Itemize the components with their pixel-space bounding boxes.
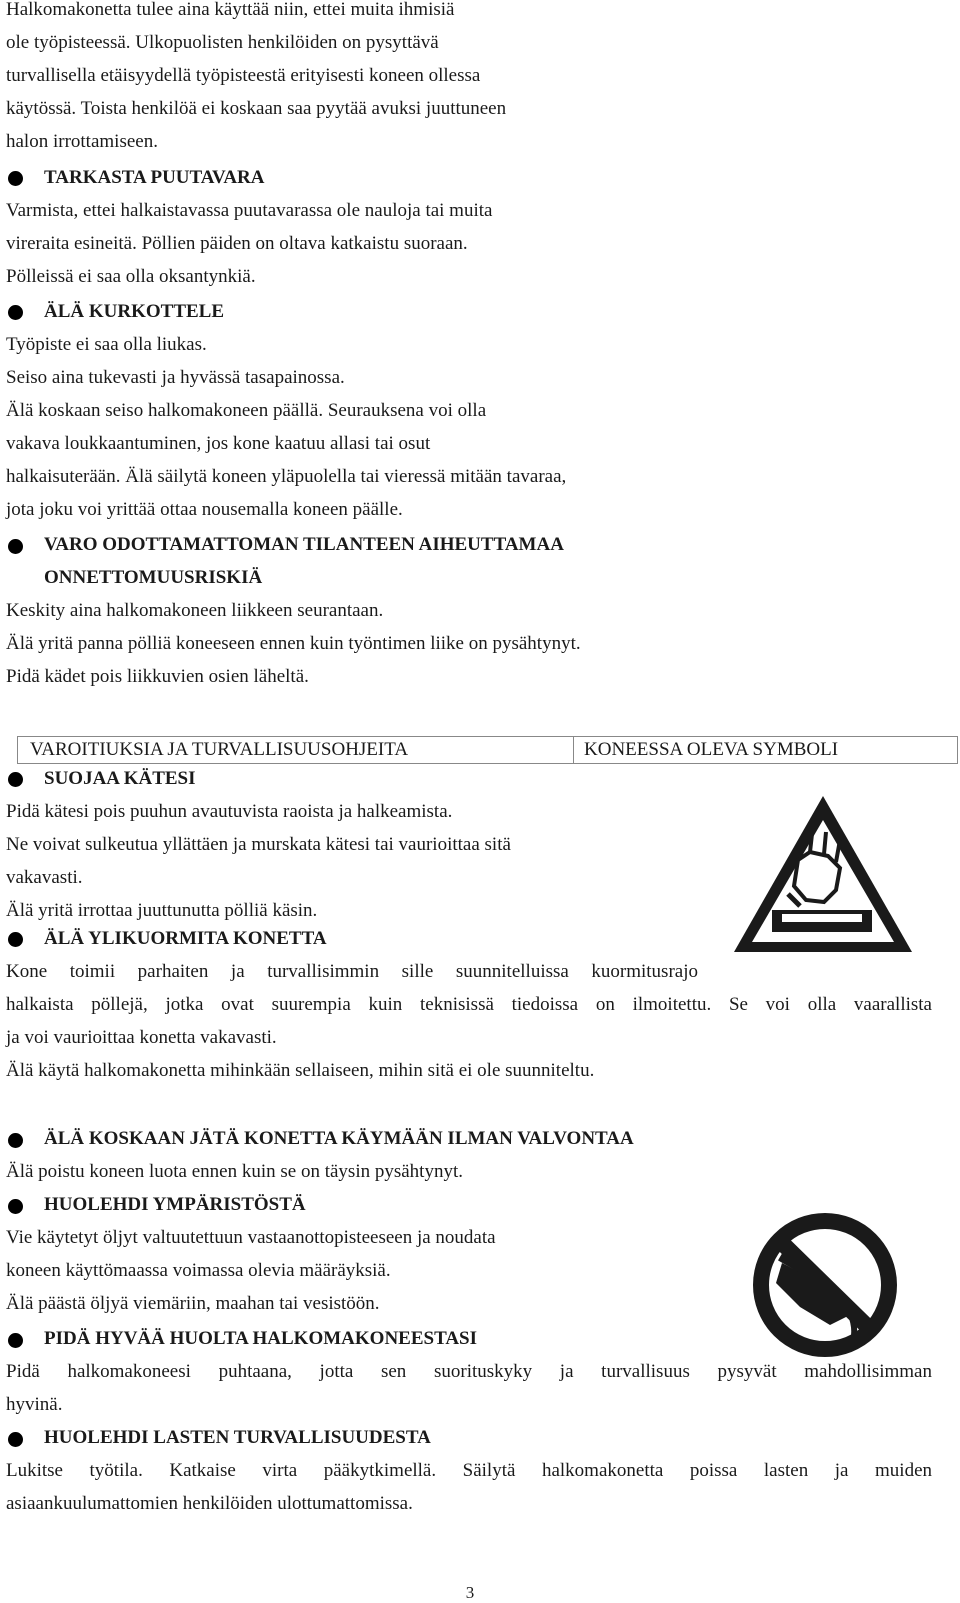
text-line: Älä yritä panna pölliä koneeseen ennen kuin työntimen liike on pysähtynyt.: [6, 633, 581, 654]
table-divider: [573, 737, 574, 763]
bullet-icon: [8, 305, 23, 320]
text-line: Lukitse työtila. Katkaise virta pääkytkimellä. Säilytä halkomakonetta poissa lasten ja muiden: [6, 1460, 932, 1481]
symbol-table-header: [17, 736, 958, 764]
bullet-icon: [8, 1199, 23, 1214]
section-heading: SUOJAA KÄTESI: [44, 768, 196, 789]
text-line: Ne voivat sulkeutua yllättäen ja murskata kätesi tai vaurioittaa sitä: [6, 834, 511, 855]
text-line: Älä poistu koneen luota ennen kuin se on täysin pysähtynyt.: [6, 1161, 463, 1182]
text-line: Vie käytetyt öljyt valtuutettuun vastaanottopisteeseen ja noudata: [6, 1227, 496, 1248]
section-heading-cont: ONNETTOMUUSRISKIÄ: [44, 567, 263, 588]
text-line: asiaankuulumattomien henkilöiden ulottumattomissa.: [6, 1493, 413, 1514]
text-line: Älä käytä halkomakonetta mihinkään sellaiseen, mihin sitä ei ole suunniteltu.: [6, 1060, 595, 1081]
no-oil-dumping-icon: [740, 1205, 910, 1365]
bullet-icon: [8, 539, 23, 554]
text-line: Älä yritä irrottaa juuttunutta pölliä käsin.: [6, 900, 318, 921]
text-line: Älä päästä öljyä viemäriin, maahan tai vesistöön.: [6, 1293, 380, 1314]
bullet-icon: [8, 1133, 23, 1148]
text-line: turvallisella etäisyydellä työpisteestä erityisesti koneen ollessa: [6, 65, 481, 86]
table-header-warnings: VAROITIUKSIA JA TURVALLISUUSOHJEITA: [30, 739, 409, 760]
section-heading: ÄLÄ YLIKUORMITA KONETTA: [44, 928, 327, 949]
text-line: vireraita esineitä. Pöllien päiden on oltava katkaistu suoraan.: [6, 233, 468, 254]
text-line: Varmista, ettei halkaistavassa puutavarassa ole nauloja tai muita: [6, 200, 493, 221]
section-heading: ÄLÄ KURKOTTELE: [44, 301, 225, 322]
bullet-icon: [8, 1432, 23, 1447]
text-line: koneen käyttömaassa voimassa olevia määräyksiä.: [6, 1260, 391, 1281]
section-heading: HUOLEHDI LASTEN TURVALLISUUDESTA: [44, 1427, 431, 1448]
text-line: vakavasti.: [6, 867, 83, 888]
text-line: Älä koskaan seiso halkomakoneen päällä. Seurauksena voi olla: [6, 400, 487, 421]
text-line: ja voi vaurioittaa konetta vakavasti.: [6, 1027, 277, 1048]
section-heading: TARKASTA PUUTAVARA: [44, 167, 265, 188]
text-line: halkaista pöllejä, jotka ovat suurempia kuin teknisissä tiedoissa on ilmoitettu. Se voi olla vaarallista: [6, 994, 932, 1015]
hand-crush-warning-icon: [728, 790, 918, 960]
text-line: jota joku voi yrittää ottaa nousemalla koneen päälle.: [6, 499, 403, 520]
section-heading: VARO ODOTTAMATTOMAN TILANTEEN AIHEUTTAMAA: [44, 534, 564, 555]
bullet-icon: [8, 932, 23, 947]
text-line: Seiso aina tukevasti ja hyvässä tasapainossa.: [6, 367, 345, 388]
text-line: halkaisuterään. Älä säilytä koneen yläpuolella tai vieressä mitään tavaraa,: [6, 466, 567, 487]
text-line: Työpiste ei saa olla liukas.: [6, 334, 207, 355]
bullet-icon: [8, 171, 23, 186]
text-line: Keskity aina halkomakoneen liikkeen seurantaan.: [6, 600, 384, 621]
table-header-symbol: KONEESSA OLEVA SYMBOLI: [584, 739, 839, 760]
text-line: vakava loukkaantuminen, jos kone kaatuu allasi tai osut: [6, 433, 431, 454]
section-heading: ÄLÄ KOSKAAN JÄTÄ KONETTA KÄYMÄÄN ILMAN VALVONTAA: [44, 1128, 634, 1149]
text-line: halon irrottamiseen.: [6, 131, 158, 152]
text-line: Pidä kädet pois liikkuvien osien läheltä.: [6, 666, 309, 687]
bullet-icon: [8, 1333, 23, 1348]
text-line: Pidä halkomakoneesi puhtaana, jotta sen suorituskyky ja turvallisuus pysyvät mahdollisimman: [6, 1361, 932, 1382]
text-line: Kone toimii parhaiten ja turvallisimmin sille suunnitelluissa kuormitusrajo: [6, 961, 698, 982]
bullet-icon: [8, 772, 23, 787]
text-line: Halkomakonetta tulee aina käyttää niin, ettei muita ihmisiä: [6, 0, 455, 20]
page-number: 3: [465, 1583, 475, 1602]
text-line: käytössä. Toista henkilöä ei koskaan saa pyytää avuksi juuttuneen: [6, 98, 507, 119]
text-line: Pidä kätesi pois puuhun avautuvista raoista ja halkeamista.: [6, 801, 453, 822]
section-heading: PIDÄ HYVÄÄ HUOLTA HALKOMAKONEESTASI: [44, 1328, 478, 1349]
section-heading: HUOLEHDI YMPÄRISTÖSTÄ: [44, 1194, 306, 1215]
text-line: ole työpisteessä. Ulkopuolisten henkilöiden on pysyttävä: [6, 32, 439, 53]
text-line: hyvinä.: [6, 1394, 63, 1415]
text-line: Pölleissä ei saa olla oksantynkiä.: [6, 266, 256, 287]
